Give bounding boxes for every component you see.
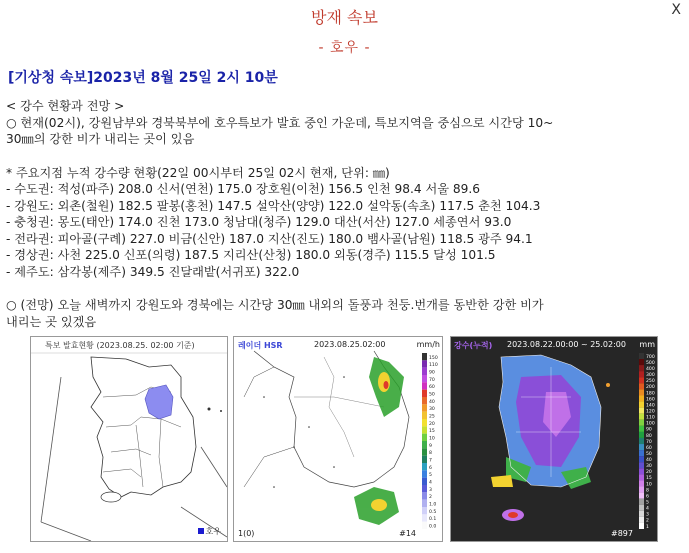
radar-footer-right: #14	[399, 529, 416, 538]
scale-swatch	[422, 426, 427, 433]
scale-label: 120	[646, 409, 655, 415]
scale-label: 2	[646, 518, 649, 524]
scale-swatch	[422, 434, 427, 441]
scale-swatch	[422, 500, 427, 507]
scale-label: 8	[429, 451, 432, 457]
scale-label: 3	[646, 512, 649, 518]
scale-swatch	[639, 474, 644, 480]
page-title: 방재 속보	[311, 8, 378, 27]
scale-label: 15	[646, 476, 652, 482]
scale-label: 6	[646, 494, 649, 500]
scale-label: 2	[429, 495, 432, 501]
page-subtitle: - 호우 -	[318, 40, 371, 56]
scale-label: 70	[646, 439, 652, 445]
scale-label: 7	[429, 458, 432, 464]
scale-label: 200	[646, 385, 655, 391]
map-panels	[0, 336, 689, 546]
scale-label: 1	[646, 524, 649, 530]
radar-time: 2023.08.25.02:00	[314, 340, 386, 349]
scale-swatch	[639, 438, 644, 444]
warning-map[interactable]	[30, 336, 228, 542]
scale-swatch	[639, 353, 644, 359]
body-spacer	[6, 280, 686, 297]
body-line: ○ 현재(02시), 강원남부와 경북북부에 호우특보가 발효 중인 가운데, 특보지역을 중심으로 시간당 10~	[6, 115, 554, 130]
scale-swatch	[422, 478, 427, 485]
scale-swatch	[639, 499, 644, 505]
scale-swatch	[422, 404, 427, 411]
scale-label: 500	[646, 360, 655, 366]
scale-label: 10	[646, 482, 652, 488]
body-line: - 수도권: 적성(파주) 208.0 신서(연천) 175.0 장호원(이천) 156.5 인천 98.4 서울 89.6	[6, 182, 481, 196]
scale-label: 90	[429, 370, 435, 376]
scale-label: 50	[646, 451, 652, 457]
scale-label: 20	[429, 421, 435, 427]
scale-swatch	[639, 517, 644, 523]
scale-label: 30	[429, 407, 435, 413]
scale-swatch	[639, 456, 644, 462]
body-line: 30㎜의 강한 비가 내리는 곳이 있음	[6, 132, 195, 146]
scale-swatch	[422, 397, 427, 404]
scale-label: 90	[646, 427, 652, 433]
scale-swatch	[639, 505, 644, 511]
scale-label: 20	[646, 470, 652, 476]
scale-swatch	[639, 511, 644, 517]
radar-map[interactable]	[233, 336, 443, 542]
accum-footer-right: #897	[611, 529, 633, 538]
scale-label: 1.0	[429, 502, 437, 508]
scale-swatch	[639, 462, 644, 468]
accumulated-rain-map[interactable]	[450, 336, 658, 542]
scale-swatch	[639, 426, 644, 432]
scale-label: 50	[429, 392, 435, 398]
bulletin-headline: [기상청 속보]2023년 8월 25일 2시 10분	[8, 70, 278, 86]
body-line: < 강수 현황과 전망 >	[6, 99, 125, 113]
scale-label: 8	[646, 488, 649, 494]
scale-swatch	[422, 456, 427, 463]
scale-label: 5	[429, 473, 432, 479]
scale-swatch	[639, 383, 644, 389]
scale-label: 0.0	[429, 524, 437, 530]
scale-label: 15	[429, 429, 435, 435]
scale-swatch	[422, 419, 427, 426]
scale-label: 4	[429, 480, 432, 486]
scale-swatch	[639, 523, 644, 529]
scale-label: 4	[646, 506, 649, 512]
scale-label: 100	[646, 421, 655, 427]
scale-swatch	[422, 360, 427, 367]
scale-swatch	[639, 480, 644, 486]
scale-swatch	[639, 432, 644, 438]
bulletin-body	[6, 98, 686, 330]
scale-swatch	[422, 382, 427, 389]
body-line: - 경상권: 사천 225.0 신포(의령) 187.5 지리산(산청) 180.0 외동(경주) 115.5 달성 101.5	[6, 248, 496, 262]
scale-swatch	[422, 412, 427, 419]
accum-label: 강수(누적)	[454, 341, 493, 350]
scale-swatch	[422, 492, 427, 499]
scale-swatch	[639, 487, 644, 493]
scale-swatch	[639, 468, 644, 474]
scale-swatch	[422, 353, 427, 360]
scale-label: 40	[646, 458, 652, 464]
body-line: - 충청권: 몽도(태안) 174.0 진천 173.0 청남대(청주) 129.0 대산(서산) 127.0 세종연서 93.0	[6, 215, 512, 229]
scale-label: 150	[429, 355, 438, 361]
scale-label: 160	[646, 397, 655, 403]
scale-label: 9	[429, 443, 432, 449]
scale-label: 0.1	[429, 517, 437, 523]
scale-label: 80	[646, 433, 652, 439]
scale-swatch	[422, 463, 427, 470]
radar-map-image	[234, 337, 442, 541]
scale-swatch	[639, 402, 644, 408]
warning-map-image	[31, 337, 227, 541]
close-button[interactable]: X	[671, 2, 681, 18]
scale-label: 6	[429, 465, 432, 471]
body-spacer	[6, 148, 686, 165]
accum-time: 2023.08.22.00:00 ~ 25.02:00	[507, 340, 626, 349]
scale-label: 0.5	[429, 509, 437, 515]
body-line: - 전라권: 피아골(구례) 227.0 비금(신안) 187.0 지산(진도) 180.0 뱀사골(남원) 118.5 광주 94.1	[6, 231, 533, 246]
body-line: - 강원도: 외촌(철원) 182.5 팔봉(홍천) 147.5 설악산(양양) 122.0 설악동(속초) 117.5 춘천 104.3	[6, 198, 541, 213]
scale-label: 40	[429, 399, 435, 405]
radar-footer-left: 1(0)	[238, 529, 255, 538]
scale-swatch	[639, 408, 644, 414]
scale-swatch	[639, 389, 644, 395]
scale-label: 250	[646, 379, 655, 385]
scale-swatch	[639, 377, 644, 383]
accum-unit: mm	[639, 340, 655, 349]
scale-label: 60	[429, 385, 435, 391]
radar-label: 레이더 HSR	[238, 341, 283, 350]
scale-label: 60	[646, 445, 652, 451]
scale-swatch	[639, 420, 644, 426]
scale-label: 700	[646, 354, 655, 360]
body-line: * 주요지점 누적 강수량 현황(22일 00시부터 25일 02시 현재, 단위: ㎜)	[6, 165, 390, 180]
scale-label: 110	[429, 363, 438, 369]
body-line: 내리는 곳 있겠음	[6, 314, 97, 329]
scale-swatch	[639, 493, 644, 499]
scale-swatch	[639, 365, 644, 371]
scale-swatch	[639, 414, 644, 420]
scale-label: 400	[646, 366, 655, 372]
scale-swatch	[422, 448, 427, 455]
scale-swatch	[639, 359, 644, 365]
body-line: - 제주도: 삼각봉(제주) 349.5 진달래밭(서귀포) 322.0	[6, 264, 300, 279]
scale-label: 10	[429, 436, 435, 442]
scale-label: 70	[429, 377, 435, 383]
legend-swatch	[198, 528, 204, 534]
scale-swatch	[422, 441, 427, 448]
scale-swatch	[639, 444, 644, 450]
scale-swatch	[639, 371, 644, 377]
scale-swatch	[422, 507, 427, 514]
scale-swatch	[422, 522, 427, 529]
scale-swatch	[422, 368, 427, 375]
scale-swatch	[639, 450, 644, 456]
scale-label: 5	[646, 500, 649, 506]
scale-label: 140	[646, 403, 655, 409]
radar-unit: mm/h	[416, 340, 440, 349]
body-line: ○ (전망) 오늘 새벽까지 강원도와 경북에는 시간당 30㎜ 내외의 돌풍과 천둥.번개를 동반한 강한 비가	[6, 298, 544, 312]
scale-label: 300	[646, 373, 655, 379]
scale-swatch	[422, 390, 427, 397]
scale-swatch	[639, 395, 644, 401]
scale-swatch	[422, 375, 427, 382]
legend-label: 호우	[205, 527, 221, 536]
scale-label: 25	[429, 414, 435, 420]
scale-label: 180	[646, 391, 655, 397]
scale-swatch	[422, 514, 427, 521]
scale-label: 30	[646, 464, 652, 470]
warning-map-caption: 특보 발효현황 (2023.08.25. 02:00 기준)	[45, 341, 195, 350]
scale-swatch	[422, 485, 427, 492]
scale-label: 3	[429, 487, 432, 493]
scale-swatch	[422, 470, 427, 477]
scale-label: 110	[646, 415, 655, 421]
warning-legend	[198, 526, 221, 537]
accumulated-rain-image	[451, 337, 657, 541]
